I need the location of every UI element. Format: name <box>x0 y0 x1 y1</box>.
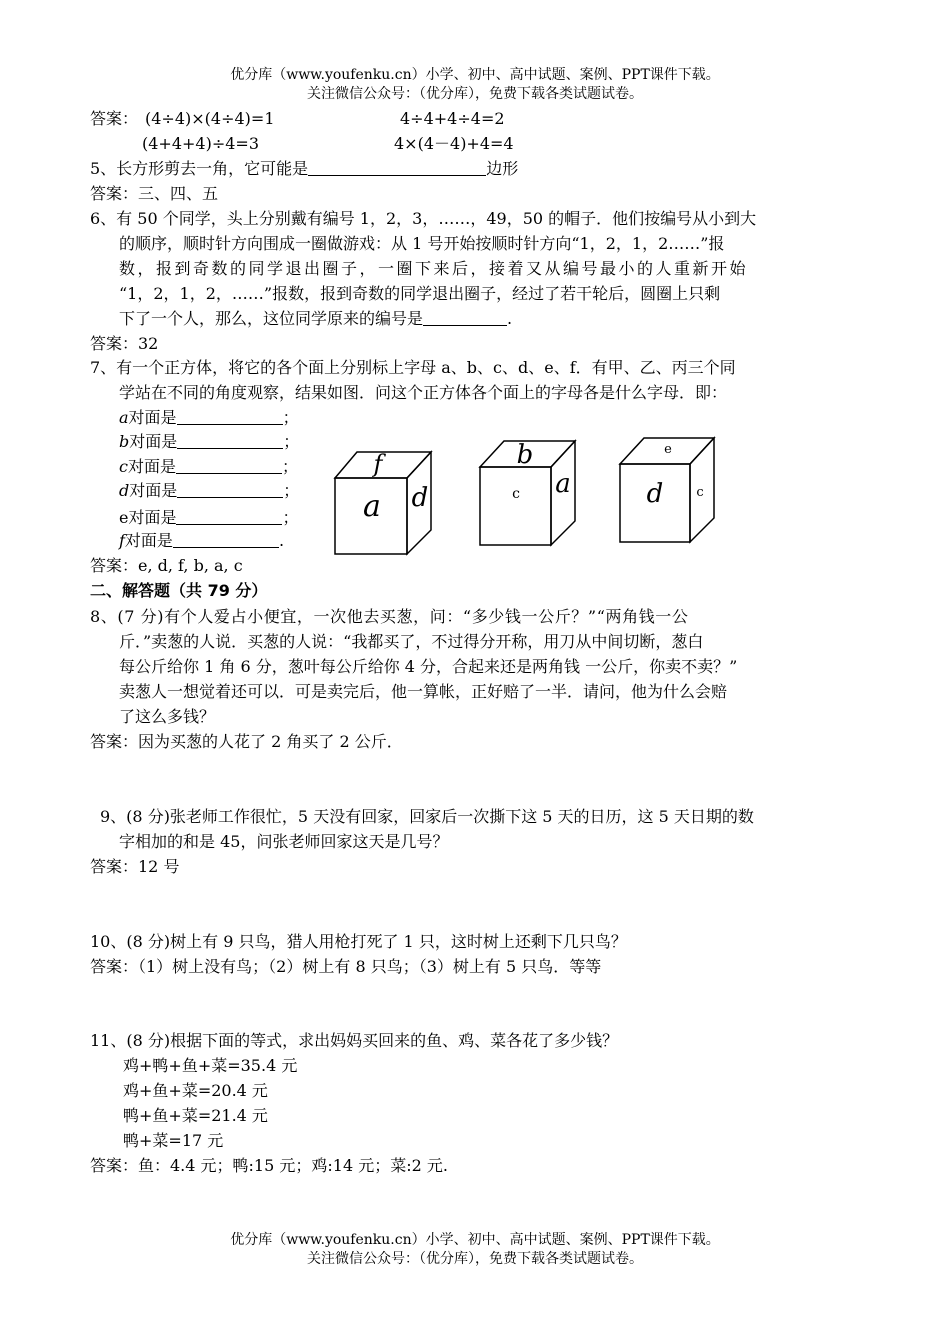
q8-answer: 答案：因为买葱的人花了 2 角买了 2 公斤． <box>90 732 403 751</box>
q11-eq1: 鸡+鸭+鱼+菜=35.4 元 <box>123 1056 298 1075</box>
header-line-2: 关注微信公众号：（优分库），免费下载各类试题试卷。 <box>307 86 643 102</box>
q6-line-5-pre: 下了一个人，那么，这位同学原来的编号是 <box>119 309 424 328</box>
q7-row-label: 对面是 <box>129 481 178 500</box>
q7-row-label: 对面是 <box>128 508 177 527</box>
cube-2 <box>475 437 585 549</box>
q9-line-1: 9、(8 分)张老师工作很忙，5 天没有回家，回家后一次撕下这 5 天的日历，这 5 天日期的数 <box>100 807 754 826</box>
cube-3-front-letter: d <box>646 479 664 509</box>
q7-row-end: ； <box>283 432 300 451</box>
q5-text-pre: 5、长方形剪去一角，它可能是 <box>90 159 309 178</box>
footer-line-1: 优分库（www.youfenku.cn）小学、初中、高中试题、案例、PPT课件下载。 <box>230 1232 720 1248</box>
q7-row-b <box>119 431 299 453</box>
q7-row-c <box>119 456 298 478</box>
cube-2-top-letter: b <box>516 440 534 470</box>
q6-line-2: 的顺序，顺时针方向围成一圈做游戏：从 1 号开始按顺时针方向“1，2，1，2……”报 <box>119 234 725 253</box>
q5-blank[interactable] <box>308 159 486 176</box>
q4-eq3: (4+4+4)÷4=3 <box>142 134 260 153</box>
q7-row-label: 对面是 <box>128 408 177 427</box>
q6-line-4: “1，2，1，2，……”报数，报到奇数的同学退出圈子，经过了若干轮后，圆圈上只剩 <box>119 284 721 303</box>
q4-eq2: 4÷4+4÷4=2 <box>400 109 505 128</box>
q8-line-2: 斤．”卖葱的人说．买葱的人说：“我都买了，不过得分开称，用刀从中间切断，葱白 <box>119 632 704 651</box>
cube-1-front-letter: a <box>363 489 381 524</box>
section-2-title: 二、解答题（共 79 分） <box>90 581 268 600</box>
q7-blank-c[interactable] <box>176 457 282 474</box>
q7-row-letter: b <box>119 432 130 451</box>
q7-answer: 答案：e, d, f, b, a, c <box>90 556 243 575</box>
q7-line-2: 学站在不同的角度观察，结果如图．问这个正方体各个面上的字母各是什么字母．即： <box>119 383 728 402</box>
q11-eq3: 鸭+鱼+菜=21.4 元 <box>123 1106 268 1125</box>
cube-3 <box>616 434 722 546</box>
q8-line-3: 每公斤给你 1 角 6 分，葱叶每公斤给你 4 分，合起来还是两角钱 一公斤，你卖不卖？” <box>119 657 738 676</box>
q4-eq1: (4÷4)×(4÷4)=1 <box>145 109 275 128</box>
q7-line-1: 7、有一个正方体，将它的各个面上分别标上字母 a、b、c、d、e、f．有甲、乙、丙三个同 <box>90 358 736 377</box>
q7-row-letter: f <box>119 531 125 550</box>
q7-blank-b[interactable] <box>177 432 283 449</box>
q6-line-3: 数，报到奇数的同学退出圈子，一圈下来后，接着又从编号最小的人重新开始 <box>119 259 749 278</box>
q5-question <box>90 158 518 180</box>
header-line-1: 优分库（www.youfenku.cn）小学、初中、高中试题、案例、PPT课件下载。 <box>230 67 720 83</box>
cube-1 <box>330 450 440 560</box>
q4-answer-label: 答案： <box>90 109 139 128</box>
q7-row-end: ； <box>282 408 299 427</box>
q8-line-5: 了这么多钱？ <box>119 707 216 726</box>
q7-row-letter: e <box>119 508 129 527</box>
q7-blank-d[interactable] <box>177 481 283 498</box>
q6-line-5 <box>119 308 512 330</box>
cube-3-side-letter: c <box>696 485 704 500</box>
footer-line-2: 关注微信公众号：（优分库），免费下载各类试题试卷。 <box>307 1251 643 1267</box>
q9-line-2: 字相加的和是 45，问张老师回家这天是几号？ <box>119 832 449 851</box>
q7-row-end: . <box>278 531 285 550</box>
q7-row-letter: a <box>119 408 129 427</box>
q7-row-label: 对面是 <box>127 457 176 476</box>
q7-row-end: ； <box>281 457 298 476</box>
q10-line-1: 10、(8 分)树上有 9 只鸟，猎人用枪打死了 1 只，这时树上还剩下几只鸟？ <box>90 932 627 951</box>
cube-1-top-face <box>335 452 431 478</box>
q7-blank-e[interactable] <box>176 508 282 525</box>
q5-answer: 答案：三、四、五 <box>90 184 219 203</box>
q5-text-post: 边形 <box>486 159 519 178</box>
cube-3-top-letter: e <box>664 442 672 457</box>
cube-2-front-face <box>480 467 551 545</box>
q11-line-1: 11、(8 分)根据下面的等式，求出妈妈买回来的鱼、鸡、菜各花了多少钱？ <box>90 1031 619 1050</box>
q7-row-d <box>119 480 299 502</box>
q9-answer: 答案：12 号 <box>90 857 180 876</box>
q7-row-label: 对面是 <box>129 432 178 451</box>
cube-2-side-letter: a <box>555 469 571 499</box>
q4-eq4: 4×(4－4)+4=4 <box>394 134 514 153</box>
q7-row-letter: c <box>119 457 128 476</box>
cube-2-front-letter: c <box>512 486 520 502</box>
q11-eq4: 鸭+菜=17 元 <box>123 1131 224 1150</box>
q7-row-end: ； <box>283 481 300 500</box>
q6-line-1: 6、有 50 个同学，头上分别戴有编号 1，2，3，……，49，50 的帽子．他们按编号从小到大 <box>90 209 757 228</box>
q6-blank[interactable] <box>423 309 507 326</box>
q7-blank-f[interactable] <box>173 531 279 548</box>
q8-line-4: 卖葱人一想觉着还可以．可是卖完后，他一算帐，正好赔了一半．请问，他为什么会赔 <box>119 682 728 701</box>
q7-row-label: 对面是 <box>124 531 173 550</box>
q10-answer: 答案：（1）树上没有鸟；（2）树上有 8 只鸟；（3）树上有 5 只鸟．等等 <box>90 957 602 976</box>
q6-line-5-post: . <box>507 309 513 328</box>
q7-row-end: ； <box>282 508 299 527</box>
cube-1-top-letter: f <box>373 450 383 478</box>
q8-line-1: 8、(7 分)有个人爱占小便宜，一次他去买葱，问：“多少钱一公斤？”“两角钱一公 <box>90 607 689 626</box>
q11-answer: 答案：鱼：4.4 元；鸭:15 元；鸡:14 元；菜:2 元. <box>90 1156 448 1175</box>
q7-row-e <box>119 507 299 529</box>
q7-row-letter: d <box>119 481 130 500</box>
q7-row-f <box>119 530 284 552</box>
cube-1-side-letter: d <box>411 483 429 513</box>
q7-row-a <box>119 407 299 429</box>
q6-answer: 答案：32 <box>90 334 159 353</box>
q7-blank-a[interactable] <box>177 408 283 425</box>
q11-eq2: 鸡+鱼+菜=20.4 元 <box>123 1081 268 1100</box>
